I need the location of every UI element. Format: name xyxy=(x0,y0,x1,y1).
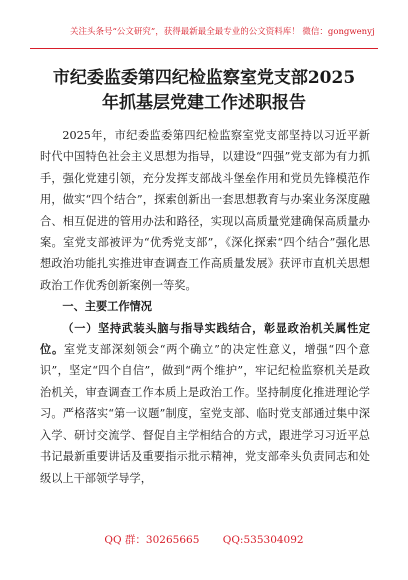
subsection-body: 室党支部深刻领会“两个确立”的决定性意义，增强“四个意识”，坚定“四个自信”，做到“两个维护”，牢记纪检监察机关是政治机关，审查调查工作本质上是政治工作。坚持制度化推进理论学习。严格落实“第一议题”制度，室党支部、临时党支部通过集中深入学、研讨交流学、督促自主学相结合的方式，跟进学习习近平总书记最新重要讲话及重要指示批示精神，党支部牵头负责同志和处级以上干部领学导学， xyxy=(40,343,370,485)
section-heading: 一、主要工作情况 xyxy=(62,299,152,314)
header-divider xyxy=(30,48,378,49)
subsection-paragraph xyxy=(40,318,370,489)
title-line-2: 年抓基层党建工作述职报告 xyxy=(102,93,306,113)
subsection-heading: （一）坚持武装头脑与指导实践结合，彰显政治机关属性定位。 xyxy=(40,320,370,357)
intro-paragraph: 2025年，市纪委监委第四纪检监察室党支部坚持以习近平新时代中国特色社会主义思想为指导，以建设“四强”党支部为有力抓手，强化党建引领，充分发挥支部战斗堡垒作用和党员先锋模范作用，做实“四个结合”，探索创新出一套思想教育与办案业务深度融合、相互促进的管用办法和路径，实现以高质量党建确保高质量办案。室党支部被评为“优秀党支部”，《深化探索“四个结合”强化思想政治功能扎实推进审查调查工作高质量发展》获评市直机关思想政治工作优秀创新案例一等奖。 xyxy=(40,129,370,292)
document-body xyxy=(40,125,370,489)
title-line-1: 市纪委监委第四纪检监察室党支部2025 xyxy=(52,68,356,88)
footer-contact xyxy=(30,532,378,547)
header-banner: 关注头条号“公文研究”，获得最新最全最专业的公文资料库！ 微信：gongwenyj xyxy=(70,27,375,37)
footer-qq-group: QQ 群：30265665 xyxy=(104,534,200,546)
footer-qq: QQ:535304092 xyxy=(222,534,304,546)
document-title xyxy=(30,66,378,116)
